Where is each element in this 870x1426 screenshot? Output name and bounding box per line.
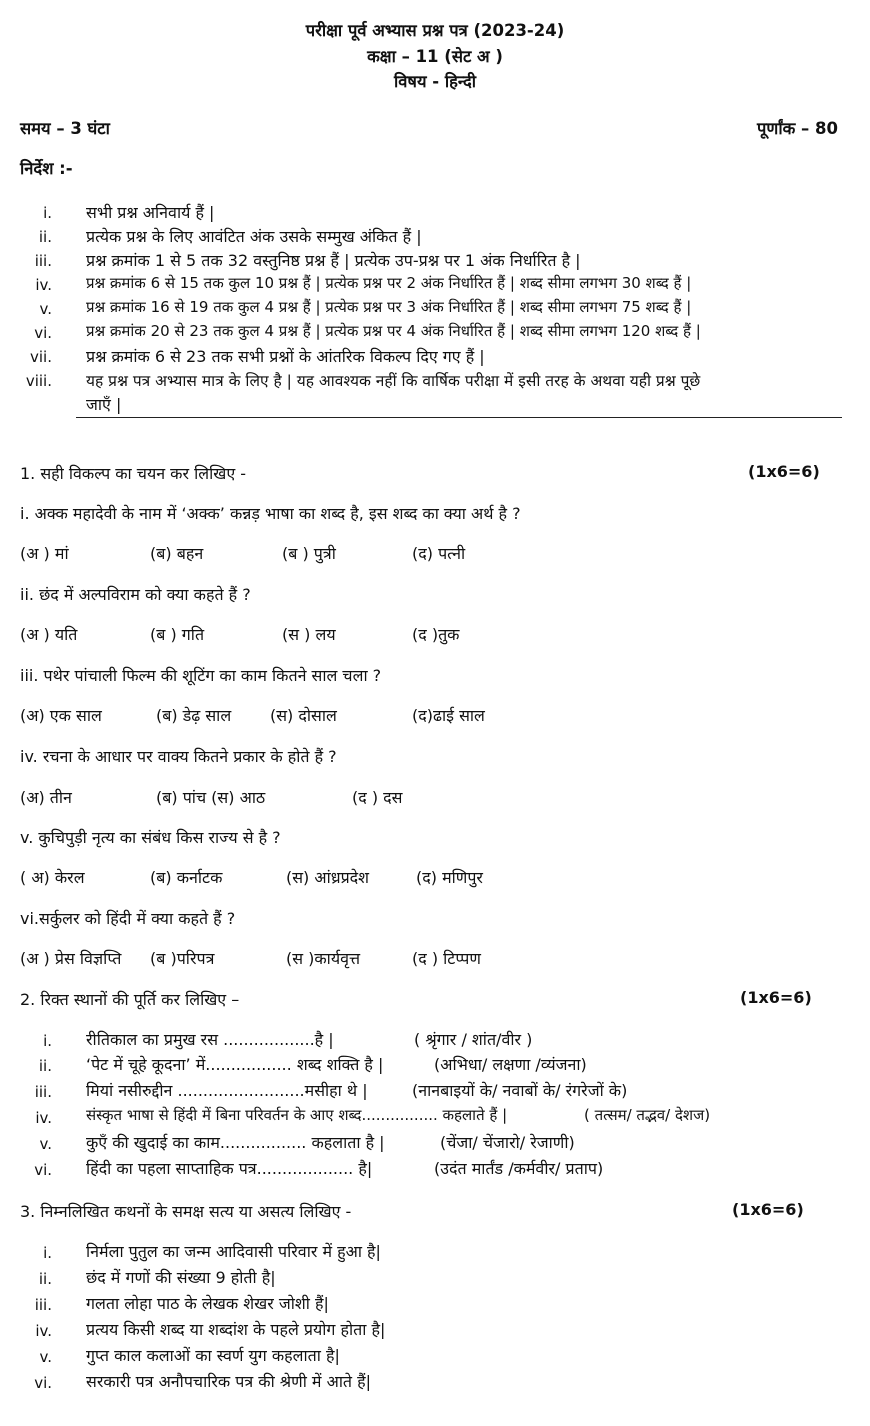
item-options: (अभिधा/ लक्षणा /व्यंजना): [434, 1055, 587, 1074]
instruction-text: प्रत्येक प्रश्न के लिए आवंटित अंक उसके सम्मुख अंकित हैं |: [86, 227, 422, 246]
option: (अ ) प्रेस विज्ञप्ति: [20, 949, 122, 968]
instruction-number: ii.: [38, 228, 52, 246]
q3-marks: (1x6=6): [732, 1200, 804, 1219]
option: (स) दोसाल: [270, 706, 337, 725]
item-text: निर्मला पुतुल का जन्म आदिवासी परिवार में हुआ है|: [86, 1242, 381, 1261]
option: (अ) तीन: [20, 788, 72, 807]
item-number: iv.: [35, 1109, 52, 1127]
item-number: v.: [39, 1348, 52, 1366]
instruction-text: प्रश्न क्रमांक 6 से 23 तक सभी प्रश्नों के आंतरिक विकल्प दिए गए हैं |: [86, 347, 485, 366]
item-text: गलता लोहा पाठ के लेखक शेखर जोशी हैं|: [86, 1294, 329, 1313]
item-number: v.: [39, 1135, 52, 1153]
q3-title: 3. निम्नलिखित कथनों के समक्ष सत्य या असत्य लिखिए -: [20, 1202, 352, 1221]
item-text: प्रत्यय किसी शब्द या शब्दांश के पहले प्रयोग होता है|: [86, 1320, 386, 1339]
option: (ब )परिपत्र: [150, 949, 215, 968]
subject-label: विषय - हिन्दी: [393, 72, 477, 91]
item-text: सरकारी पत्र अनौपचारिक पत्र की श्रेणी में आते हैं|: [86, 1372, 372, 1391]
q2-title: 2. रिक्त स्थानों की पूर्ति कर लिखिए –: [20, 990, 240, 1009]
option: (द) मणिपुर: [416, 868, 483, 887]
question-text: iv. रचना के आधार पर वाक्य कितने प्रकार के होते हैं ?: [20, 747, 337, 766]
instruction-text: प्रश्न क्रमांक 6 से 15 तक कुल 10 प्रश्न हैं | प्रत्येक प्रश्न पर 2 अंक निर्धारित हैं | शब्द सीमा लगभग 30 शब्द हैं |: [86, 274, 692, 292]
item-text: हिंदी का पहला साप्ताहिक पत्र................... है|: [86, 1159, 373, 1178]
item-number: iii.: [34, 1296, 52, 1314]
option: (ब ) पुत्री: [282, 544, 336, 563]
instruction-text: प्रश्न क्रमांक 16 से 19 तक कुल 4 प्रश्न हैं | प्रत्येक प्रश्न पर 3 अंक निर्धारित हैं | शब्द सीमा लगभग 75 शब्द हैं |: [86, 298, 692, 316]
option: (द)ढाई साल: [412, 706, 485, 725]
option: (अ ) मां: [20, 544, 69, 563]
item-number: vi.: [34, 1374, 52, 1392]
item-text: मियां नसीरुद्दीन .........................मसीहा थे |: [86, 1081, 368, 1100]
item-number: i.: [43, 1244, 52, 1262]
question-text: iii. पथेर पांचाली फिल्म की शूटिंग का काम कितने साल चला ?: [20, 666, 382, 685]
instruction-text: यह प्रश्न पत्र अभ्यास मात्र के लिए है | यह आवश्यक नहीं कि वार्षिक परीक्षा में इसी तरह के अथवा यही प्रश्न पूछे: [86, 372, 701, 390]
option: ( अ) केरल: [20, 868, 85, 887]
instruction-number: iv.: [35, 276, 52, 294]
item-text: रीतिकाल का प्रमुख रस ..................है |: [86, 1030, 334, 1049]
instruction-text: प्रश्न क्रमांक 20 से 23 तक कुल 4 प्रश्न हैं | प्रत्येक प्रश्न पर 4 अंक निर्धारित हैं | शब्द सीमा लगभग 120 शब्द हैं |: [86, 322, 701, 340]
instruction-number: vi.: [34, 324, 52, 342]
max-marks-label: पूर्णांक – 80: [757, 119, 838, 138]
option: (द )तुक: [412, 625, 460, 644]
option: (द) पत्नी: [412, 544, 466, 563]
instruction-number: vii.: [30, 348, 52, 366]
instruction-number: viii.: [25, 372, 52, 390]
option: (स )कार्यवृत्त: [286, 949, 361, 968]
instruction-number: v.: [39, 300, 52, 318]
divider-line: [76, 417, 842, 418]
item-number: ii.: [38, 1057, 52, 1075]
question-text: ii. छंद में अल्पविराम को क्या कहते हैं ?: [20, 585, 251, 604]
option: (द ) टिप्पण: [412, 949, 481, 968]
paper-title: परीक्षा पूर्व अभ्यास प्रश्न पत्र (2023-24): [305, 21, 565, 40]
class-label: कक्षा – 11 (सेट अ ): [367, 47, 503, 66]
q2-marks: (1x6=6): [740, 988, 812, 1007]
question-text: vi.सर्कुलर को हिंदी में क्या कहते हैं ?: [20, 909, 236, 928]
q1-marks: (1x6=6): [748, 462, 820, 481]
question-text: v. कुचिपुड़ी नृत्य का संबंध किस राज्य से है ?: [20, 828, 281, 847]
option: (अ ) यति: [20, 625, 78, 644]
q1-title: 1. सही विकल्प का चयन कर लिखिए -: [20, 464, 247, 483]
option: (स ) लय: [282, 625, 336, 644]
option: (ब) कर्नाटक: [150, 868, 223, 887]
item-text: ‘पेट में चूहे कूदना’ में................. शब्द शक्ति है |: [86, 1055, 384, 1074]
option: (ब) बहन: [150, 544, 204, 563]
item-text: छंद में गणों की संख्या 9 होती है|: [86, 1268, 276, 1287]
item-text: संस्कृत भाषा से हिंदी में बिना परिवर्तन के आए शब्द................ कहलाते हैं |: [86, 1106, 508, 1124]
time-label: समय – 3 घंटा: [20, 119, 110, 138]
option: (ब) पांच (स) आठ: [156, 788, 266, 807]
item-number: vi.: [34, 1161, 52, 1179]
instruction-text: सभी प्रश्न अनिवार्य हैं |: [86, 203, 215, 222]
item-number: ii.: [38, 1270, 52, 1288]
instruction-text: प्रश्न क्रमांक 1 से 5 तक 32 वस्तुनिष्ठ प्रश्न हैं | प्रत्येक उप-प्रश्न पर 1 अंक निर्धारित है |: [86, 251, 581, 270]
item-number: iv.: [35, 1322, 52, 1340]
option: (स) आंध्रप्रदेश: [286, 868, 370, 887]
item-text: गुप्त काल कलाओं का स्वर्ण युग कहलाता है|: [86, 1346, 340, 1365]
question-text: i. अक्क महादेवी के नाम में ‘अक्क’ कन्नड़ भाषा का शब्द है, इस शब्द का क्या अर्थ है ?: [20, 504, 521, 523]
item-options: ( तत्सम/ तद्भव/ देशज): [584, 1106, 711, 1124]
item-number: iii.: [34, 1083, 52, 1101]
item-options: (नानबाइयों के/ नवाबों के/ रंगरेजों के): [412, 1081, 628, 1100]
item-options: (उदंत मार्तंड /कर्मवीर/ प्रताप): [434, 1159, 604, 1178]
instructions-heading: निर्देश :-: [20, 159, 73, 178]
option: (ब ) गति: [150, 625, 205, 644]
item-options: (चेंजा/ चेंजारो/ रेजाणी): [440, 1133, 575, 1152]
instruction-number: iii.: [34, 252, 52, 270]
option: (द ) दस: [352, 788, 403, 807]
instruction-number: i.: [43, 204, 52, 222]
instruction-text-continued: जाएँ |: [86, 395, 122, 414]
item-number: i.: [43, 1032, 52, 1050]
option: (ब) डेढ़ साल: [156, 706, 232, 725]
item-text: कुएँ की खुदाई का काम................. कहलाता है |: [86, 1133, 385, 1152]
option: (अ) एक साल: [20, 706, 102, 725]
item-options: ( श्रृंगार / शांत/वीर ): [414, 1030, 533, 1049]
